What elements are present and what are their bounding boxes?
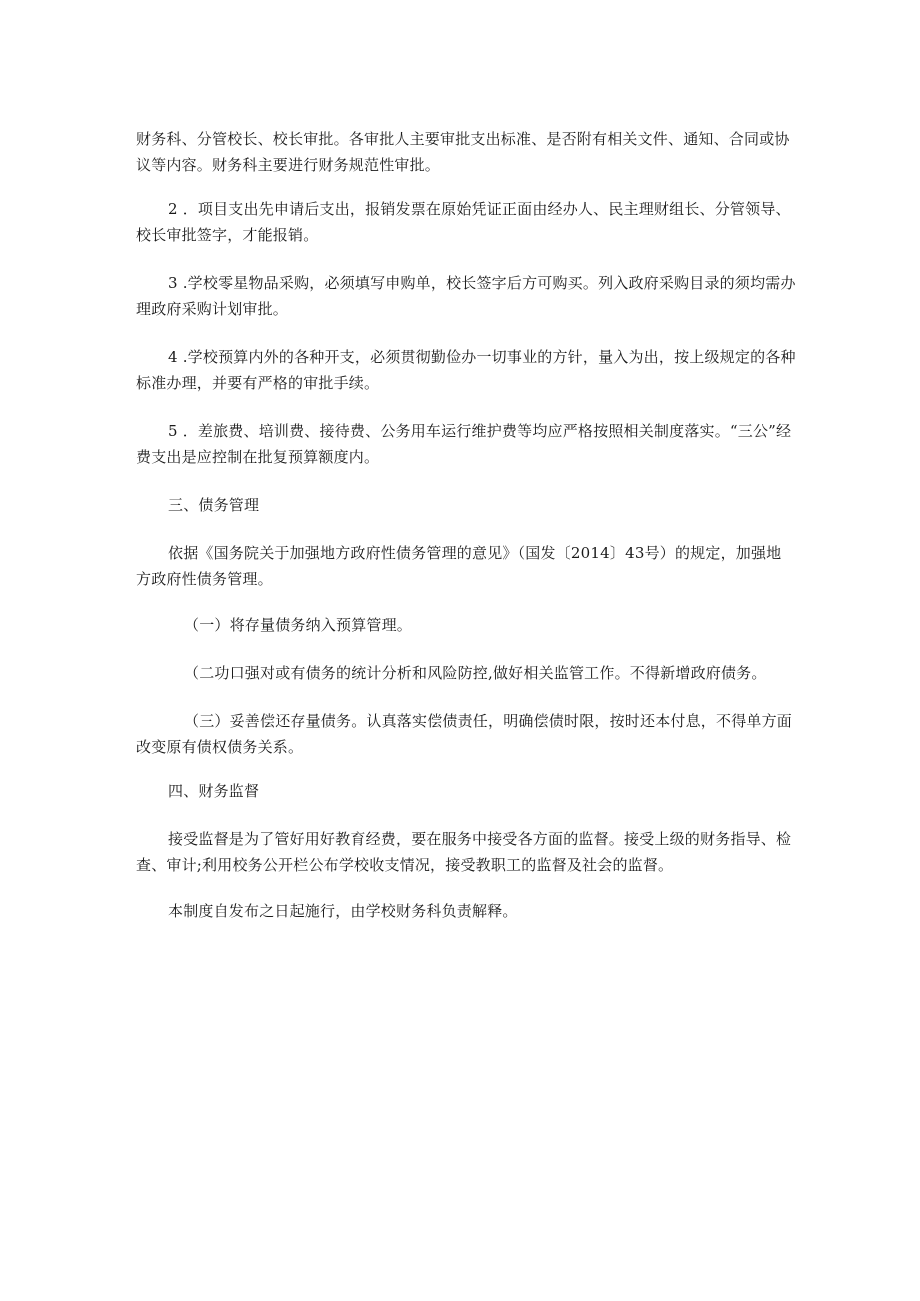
paragraph-effective-date: 本制度自发布之日起施行，由学校财务科负责解释。: [168, 902, 518, 920]
paragraph-item-4: 4 .学校预算内外的各种开支，必须贯彻勤俭办一切事业的方针，量入为出，按上级规定的各种标准办理，并要有严格的审批手续。: [136, 348, 796, 392]
paragraph-item-5: 5 ．差旅费、培训费、接待费、公务用车运行维护费等均应严格按照相关制度落实。“三公”经费支出是应控制在批复预算额度内。: [136, 422, 792, 466]
paragraph-debt-basis: 依据《国务院关于加强地方政府性债务管理的意见》（国发〔2014〕43号）的规定，加强地方政府性债务管理。: [136, 544, 782, 588]
paragraph-debt-item-2: （二功口强对或有债务的统计分析和风险防控,做好相关监管工作。不得新增政府债务。: [184, 664, 767, 682]
paragraph-debt-item-1: （一）将存量债务纳入预算管理。: [184, 616, 413, 634]
paragraph-item-3: 3 .学校零星物品采购，必须填写申购单，校长签字后方可购买。列入政府采购目录的须均需办理政府采购计划审批。: [136, 274, 796, 318]
paragraph-debt-item-3: （三）妥善偿还存量债务。认真落实偿债责任，明确偿债时限，按时还本付息，不得单方面改变原有债权债务关系。: [136, 712, 793, 756]
heading-financial-supervision: 四、财务监督: [168, 782, 260, 800]
paragraph-supervision: 接受监督是为了管好用好教育经费，要在服务中接受各方面的监督。接受上级的财务指导、检查、审计;利用校务公开栏公布学校收支情况，接受教职工的监督及社会的监督。: [136, 830, 792, 874]
paragraph-item-2: 2 ．项目支出先申请后支出，报销发票在原始凭证正面由经办人、民主理财组长、分管领导、校长审批签字，才能报销。: [136, 200, 791, 244]
heading-debt-management: 三、债务管理: [168, 496, 260, 514]
paragraph-approval-flow: 财务科、分管校长、校长审批。各审批人主要审批支出标准、是否附有相关文件、通知、合同或协议等内容。财务科主要进行财务规范性审批。: [136, 130, 790, 174]
